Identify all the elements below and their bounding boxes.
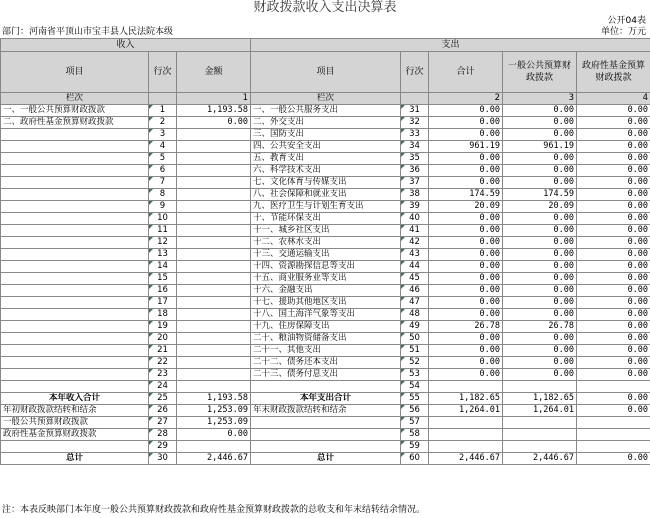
budget-table [0, 38, 650, 465]
income-line-cell: 18 [149, 309, 177, 321]
expense-total-cell: 961.19 [429, 141, 503, 153]
expense-item-cell [251, 381, 401, 393]
expense-line-cell: 43 [401, 249, 429, 261]
expense-line-cell: 51 [401, 345, 429, 357]
income-amount-cell [177, 381, 251, 393]
income-line-cell: 8 [149, 189, 177, 201]
expense-fund-cell: 0.00 [577, 393, 650, 405]
expense-fund-cell: 0.00 [577, 297, 650, 309]
expense-general-cell [503, 441, 577, 453]
expense-general-cell: 0.00 [503, 153, 577, 165]
income-amount-cell [177, 189, 251, 201]
expense-general-cell: 0.00 [503, 165, 577, 177]
expense-item-header: 项目 [251, 52, 401, 93]
income-line-cell: 24 [149, 381, 177, 393]
income-item-cell [1, 381, 149, 393]
income-amount-cell [177, 237, 251, 249]
expense-general-cell: 1,182.65 [503, 393, 577, 405]
expense-item-cell: 十六、金融支出 [251, 285, 401, 297]
expense-fund-cell: 0.00 [577, 333, 650, 345]
expense-general-cell: 20.09 [503, 201, 577, 213]
table-row [1, 429, 650, 441]
expense-item-cell: 二十三、债务付息支出 [251, 369, 401, 381]
expense-general-cell: 961.19 [503, 141, 577, 153]
table-row [1, 381, 650, 393]
expense-fund-cell: 0.00 [577, 225, 650, 237]
expense-item-cell: 二十一、其他支出 [251, 345, 401, 357]
table-row [1, 393, 650, 405]
income-amount-header: 金额 [177, 52, 251, 93]
unit-label: 单位：万元 [600, 27, 646, 37]
expense-item-cell [251, 417, 401, 429]
expense-total-cell: 20.09 [429, 201, 503, 213]
expense-general-cell: 0.00 [503, 285, 577, 297]
expense-fund-cell [577, 381, 650, 393]
income-amount-cell [177, 129, 251, 141]
income-item-cell [1, 249, 149, 261]
income-item-cell: 总计 [1, 453, 149, 465]
income-line-cell: 25 [149, 393, 177, 405]
expense-general-cell: 0.00 [503, 249, 577, 261]
expense-total-cell: 1,264.01 [429, 405, 503, 417]
income-line-cell: 12 [149, 237, 177, 249]
expense-general-cell: 1,264.01 [503, 405, 577, 417]
expense-item-cell: 十二、农林水支出 [251, 237, 401, 249]
table-row [1, 249, 650, 261]
income-amount-cell [177, 201, 251, 213]
expense-line-cell: 45 [401, 273, 429, 285]
income-item-cell [1, 273, 149, 285]
expense-item-cell: 二、外交支出 [251, 117, 401, 129]
expense-total-cell: 0.00 [429, 273, 503, 285]
expense-item-cell: 十四、资源勘探信息等支出 [251, 261, 401, 273]
income-item-cell: 二、政府性基金预算财政拨款 [1, 117, 149, 129]
income-item-cell [1, 213, 149, 225]
expense-item-cell [251, 429, 401, 441]
expense-item-cell [251, 441, 401, 453]
expense-fund-cell: 0.00 [577, 165, 650, 177]
expense-fund-cell: 0.00 [577, 237, 650, 249]
table-row [1, 177, 650, 189]
income-amount-cell [177, 249, 251, 261]
expense-total-cell: 2,446.67 [429, 453, 503, 465]
income-amount-cell [177, 321, 251, 333]
expense-line-cell: 60 [401, 453, 429, 465]
expense-total-cell: 174.59 [429, 189, 503, 201]
expense-item-cell: 十、节能环保支出 [251, 213, 401, 225]
income-item-cell [1, 201, 149, 213]
expense-item-cell: 十九、住房保障支出 [251, 321, 401, 333]
header-row-section [1, 39, 650, 52]
income-amount-cell: 0.00 [177, 117, 251, 129]
expense-line-cell: 50 [401, 333, 429, 345]
expense-fund-cell: 0.00 [577, 285, 650, 297]
expense-fund-cell: 0.00 [577, 261, 650, 273]
income-amount-cell: 1,193.58 [177, 393, 251, 405]
income-amount-cell [177, 153, 251, 165]
expense-fund-cell: 0.00 [577, 273, 650, 285]
expense-total-cell [429, 429, 503, 441]
income-line-cell: 2 [149, 117, 177, 129]
expense-total-cell [429, 417, 503, 429]
table-row [1, 225, 650, 237]
expense-item-cell: 十八、国土海洋气象等支出 [251, 309, 401, 321]
table-row [1, 405, 650, 417]
expense-total-cell: 0.00 [429, 261, 503, 273]
expense-fund-cell: 0.00 [577, 129, 650, 141]
expense-line-cell: 35 [401, 153, 429, 165]
table-row [1, 201, 650, 213]
income-amount-cell: 1,253.09 [177, 405, 251, 417]
expense-item-cell: 九、医疗卫生与计划生育支出 [251, 201, 401, 213]
income-item-cell [1, 321, 149, 333]
income-line-cell: 23 [149, 369, 177, 381]
income-item-cell [1, 285, 149, 297]
expense-general-cell: 2,446.67 [503, 453, 577, 465]
income-line-cell: 27 [149, 417, 177, 429]
income-item-cell [1, 189, 149, 201]
expense-general-cell: 0.00 [503, 105, 577, 117]
income-amount-cell [177, 213, 251, 225]
income-item-cell [1, 261, 149, 273]
income-line-header: 行次 [149, 52, 177, 93]
expense-line-cell: 47 [401, 297, 429, 309]
expense-item-cell: 十七、援助其他地区支出 [251, 297, 401, 309]
expense-line-cell: 40 [401, 213, 429, 225]
income-item-cell [1, 177, 149, 189]
income-amount-cell: 1,253.09 [177, 417, 251, 429]
income-item-cell [1, 237, 149, 249]
income-item-cell [1, 357, 149, 369]
expense-total-cell: 0.00 [429, 285, 503, 297]
expense-total-cell: 0.00 [429, 165, 503, 177]
table-row [1, 105, 650, 117]
expense-line-cell: 31 [401, 105, 429, 117]
income-line-cell: 14 [149, 261, 177, 273]
income-item-cell: 一般公共预算财政拨款 [1, 417, 149, 429]
income-item-cell [1, 153, 149, 165]
income-item-cell [1, 141, 149, 153]
income-line-cell: 7 [149, 177, 177, 189]
table-row [1, 153, 650, 165]
expense-item-cell: 五、教育支出 [251, 153, 401, 165]
expense-line-cell: 41 [401, 225, 429, 237]
table-row [1, 309, 650, 321]
report-title: 财政拨款收入支出决算表 [253, 0, 397, 15]
table-row [1, 261, 650, 273]
expense-line-cell: 44 [401, 261, 429, 273]
expense-line-cell: 39 [401, 201, 429, 213]
expense-lanci: 栏次 [251, 93, 401, 105]
expense-total-cell: 0.00 [429, 105, 503, 117]
income-line-cell: 6 [149, 165, 177, 177]
table-row [1, 417, 650, 429]
expense-fund-header: 政府性基金预算财政拨款 [577, 52, 650, 93]
income-amount-cell [177, 333, 251, 345]
income-line-cell: 1 [149, 105, 177, 117]
col-number-3: 3 [503, 93, 577, 105]
table-row [1, 369, 650, 381]
income-line-cell: 17 [149, 297, 177, 309]
income-item-cell [1, 369, 149, 381]
income-line-cell: 4 [149, 141, 177, 153]
income-item-cell: 本年收入合计 [1, 393, 149, 405]
income-lanci: 栏次 [1, 93, 149, 105]
table-row [1, 141, 650, 153]
expense-total-cell: 0.00 [429, 309, 503, 321]
table-row [1, 453, 650, 465]
income-amount-cell [177, 261, 251, 273]
income-item-cell [1, 225, 149, 237]
form-number: 公开04表 [607, 16, 646, 26]
department-label: 部门：河南省平顶山市宝丰县人民法院本级 [2, 27, 174, 37]
expense-total-cell: 0.00 [429, 297, 503, 309]
income-line-cell: 3 [149, 129, 177, 141]
header-row-column-numbers [1, 93, 650, 105]
expense-item-cell: 八、社会保障和就业支出 [251, 189, 401, 201]
expense-total-cell: 1,182.65 [429, 393, 503, 405]
expense-total-cell: 0.00 [429, 369, 503, 381]
income-amount-cell [177, 225, 251, 237]
table-row [1, 285, 650, 297]
income-item-cell [1, 129, 149, 141]
expense-line-cell: 57 [401, 417, 429, 429]
income-line-cell: 29 [149, 441, 177, 453]
expense-total-cell: 0.00 [429, 117, 503, 129]
expense-total-header: 合计 [429, 52, 503, 93]
income-item-cell [1, 309, 149, 321]
income-line-cell: 10 [149, 213, 177, 225]
expense-total-cell: 0.00 [429, 249, 503, 261]
expense-general-cell: 0.00 [503, 129, 577, 141]
expense-item-cell: 四、公共安全支出 [251, 141, 401, 153]
expense-line-cell: 52 [401, 357, 429, 369]
expense-general-cell [503, 381, 577, 393]
income-amount-cell [177, 441, 251, 453]
expense-total-cell [429, 381, 503, 393]
expense-fund-cell: 0.00 [577, 141, 650, 153]
expense-general-cell: 0.00 [503, 117, 577, 129]
expense-fund-cell [577, 417, 650, 429]
col-number-1: 1 [177, 93, 251, 105]
expense-item-cell: 总计 [251, 453, 401, 465]
income-amount-cell [177, 309, 251, 321]
expense-line-cell: 32 [401, 117, 429, 129]
expense-line-cell: 53 [401, 369, 429, 381]
expense-line-cell: 36 [401, 165, 429, 177]
expense-line-cell: 49 [401, 321, 429, 333]
expense-item-cell: 十三、交通运输支出 [251, 249, 401, 261]
income-line-cell: 26 [149, 405, 177, 417]
expense-total-cell: 0.00 [429, 153, 503, 165]
expense-general-header: 一般公共预算财政拨款 [503, 52, 577, 93]
expense-item-cell: 六、科学技术支出 [251, 165, 401, 177]
expense-general-cell [503, 417, 577, 429]
income-amount-cell [177, 285, 251, 297]
income-amount-cell [177, 165, 251, 177]
expense-total-cell: 0.00 [429, 237, 503, 249]
table-row [1, 237, 650, 249]
expense-line-cell: 42 [401, 237, 429, 249]
income-line-cell: 22 [149, 357, 177, 369]
table-row [1, 333, 650, 345]
expense-fund-cell: 0.00 [577, 453, 650, 465]
expense-general-cell: 0.00 [503, 261, 577, 273]
expense-header: 支出 [251, 39, 650, 52]
income-line-cell: 19 [149, 321, 177, 333]
expense-fund-cell: 0.00 [577, 213, 650, 225]
income-line-cell: 15 [149, 273, 177, 285]
expense-fund-cell: 0.00 [577, 117, 650, 129]
income-item-cell: 一、一般公共预算财政拨款 [1, 105, 149, 117]
expense-line-cell: 55 [401, 393, 429, 405]
table-row [1, 213, 650, 225]
income-line-cell: 16 [149, 285, 177, 297]
income-item-cell [1, 333, 149, 345]
income-item-cell: 年初财政拨款结转和结余 [1, 405, 149, 417]
expense-general-cell: 174.59 [503, 189, 577, 201]
table-row [1, 273, 650, 285]
expense-line-cell: 48 [401, 309, 429, 321]
expense-line-header: 行次 [401, 52, 429, 93]
expense-total-cell: 0.00 [429, 333, 503, 345]
table-row [1, 441, 650, 453]
table-row [1, 345, 650, 357]
expense-item-cell: 七、文化体育与传媒支出 [251, 177, 401, 189]
income-item-cell [1, 441, 149, 453]
expense-total-cell: 0.00 [429, 177, 503, 189]
expense-fund-cell: 0.00 [577, 105, 650, 117]
income-line-cell: 5 [149, 153, 177, 165]
income-amount-cell: 2,446.67 [177, 453, 251, 465]
income-line-cell: 9 [149, 201, 177, 213]
expense-total-cell: 0.00 [429, 225, 503, 237]
expense-fund-cell: 0.00 [577, 189, 650, 201]
table-row [1, 321, 650, 333]
expense-line-cell: 56 [401, 405, 429, 417]
table-row [1, 297, 650, 309]
col-number-2: 2 [429, 93, 503, 105]
expense-general-cell: 0.00 [503, 333, 577, 345]
expense-line-cell: 46 [401, 285, 429, 297]
expense-fund-cell [577, 429, 650, 441]
expense-item-cell: 三、国防支出 [251, 129, 401, 141]
income-amount-cell [177, 345, 251, 357]
expense-total-cell: 0.00 [429, 213, 503, 225]
income-header: 收入 [1, 39, 251, 52]
income-item-cell [1, 297, 149, 309]
footnote: 注：本表反映部门本年度一般公共预算财政拨款和政府性基金预算财政拨款的总收支和年末结转结余情况。 [2, 505, 426, 515]
expense-fund-cell: 0.00 [577, 321, 650, 333]
income-amount-cell [177, 177, 251, 189]
income-amount-cell [177, 369, 251, 381]
income-line-cell: 21 [149, 345, 177, 357]
income-line-cell: 30 [149, 453, 177, 465]
header-row-columns [1, 52, 650, 93]
expense-total-cell: 26.78 [429, 321, 503, 333]
expense-total-cell: 0.00 [429, 357, 503, 369]
expense-fund-cell: 0.00 [577, 357, 650, 369]
expense-fund-cell: 0.00 [577, 405, 650, 417]
expense-general-cell: 0.00 [503, 237, 577, 249]
expense-general-cell: 0.00 [503, 225, 577, 237]
col-number-4: 4 [577, 93, 650, 105]
table-row [1, 165, 650, 177]
income-item-cell [1, 165, 149, 177]
expense-fund-cell: 0.00 [577, 309, 650, 321]
expense-fund-cell [577, 441, 650, 453]
income-line-cell: 20 [149, 333, 177, 345]
expense-general-cell [503, 429, 577, 441]
expense-item-cell: 十一、城乡社区支出 [251, 225, 401, 237]
expense-general-cell: 0.00 [503, 345, 577, 357]
expense-item-cell: 一、一般公共服务支出 [251, 105, 401, 117]
income-line-cell: 11 [149, 225, 177, 237]
expense-line-cell: 34 [401, 141, 429, 153]
expense-general-cell: 0.00 [503, 369, 577, 381]
expense-general-cell: 26.78 [503, 321, 577, 333]
expense-fund-cell: 0.00 [577, 177, 650, 189]
income-amount-cell [177, 273, 251, 285]
expense-line-cell: 54 [401, 381, 429, 393]
expense-item-cell: 本年支出合计 [251, 393, 401, 405]
expense-general-cell: 0.00 [503, 213, 577, 225]
income-amount-cell [177, 141, 251, 153]
income-amount-cell: 0.00 [177, 429, 251, 441]
expense-total-cell: 0.00 [429, 345, 503, 357]
expense-line-cell: 33 [401, 129, 429, 141]
income-item-cell: 政府性基金预算财政拨款 [1, 429, 149, 441]
expense-fund-cell: 0.00 [577, 153, 650, 165]
expense-general-cell: 0.00 [503, 297, 577, 309]
expense-total-cell: 0.00 [429, 129, 503, 141]
expense-fund-cell: 0.00 [577, 201, 650, 213]
income-amount-cell [177, 357, 251, 369]
expense-line-cell: 37 [401, 177, 429, 189]
expense-fund-cell: 0.00 [577, 345, 650, 357]
expense-item-cell: 十五、商业服务业等支出 [251, 273, 401, 285]
expense-item-cell: 年末财政拨款结转和结余 [251, 405, 401, 417]
expense-item-cell: 二十二、债务还本支出 [251, 357, 401, 369]
expense-fund-cell: 0.00 [577, 249, 650, 261]
income-item-cell [1, 345, 149, 357]
expense-total-cell [429, 441, 503, 453]
income-line-cell: 13 [149, 249, 177, 261]
table-row [1, 357, 650, 369]
expense-fund-cell: 0.00 [577, 369, 650, 381]
income-item-header: 项目 [1, 52, 149, 93]
expense-general-cell: 0.00 [503, 177, 577, 189]
table-row [1, 117, 650, 129]
expense-line-cell: 59 [401, 441, 429, 453]
table-row [1, 129, 650, 141]
expense-general-cell: 0.00 [503, 309, 577, 321]
income-amount-cell: 1,193.58 [177, 105, 251, 117]
table-row [1, 189, 650, 201]
expense-line-cell: 38 [401, 189, 429, 201]
income-line-cell: 28 [149, 429, 177, 441]
expense-general-cell: 0.00 [503, 273, 577, 285]
expense-general-cell: 0.00 [503, 357, 577, 369]
expense-item-cell: 二十、粮油物资储备支出 [251, 333, 401, 345]
income-amount-cell [177, 297, 251, 309]
expense-line-cell: 58 [401, 429, 429, 441]
